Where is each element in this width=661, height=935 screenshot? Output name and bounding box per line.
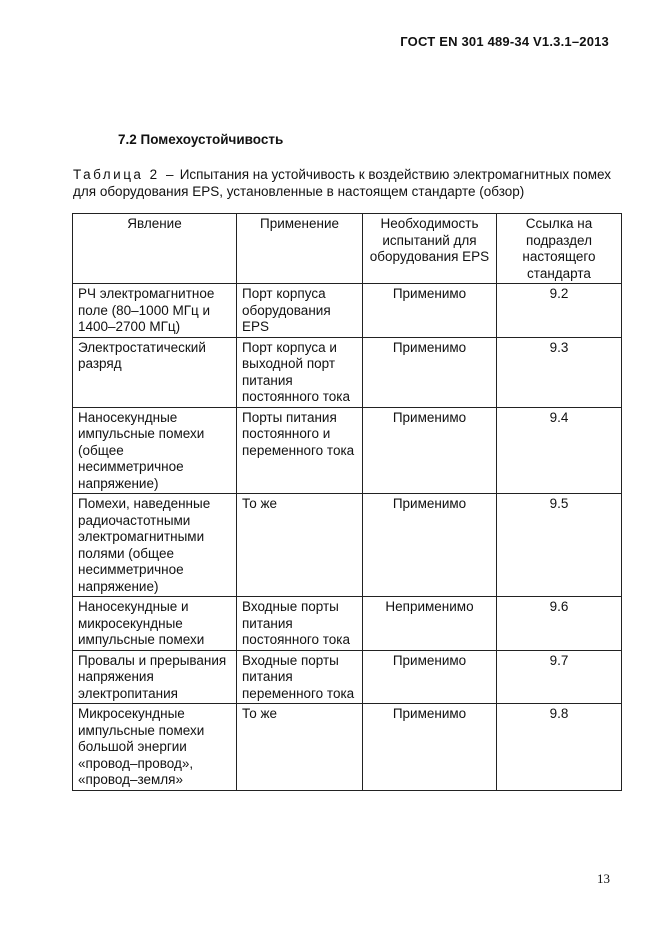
table-caption xyxy=(73,166,623,200)
section-title: 7.2 Помехоустойчивость xyxy=(118,132,284,147)
table-row xyxy=(73,494,622,597)
header-test-necessity: Необходимость испытаний для оборудования EPS xyxy=(363,214,497,284)
table-caption-text: Испытания на устойчивость к воздействию электромагнитных помех для оборудования EPS, установленные в настоящем стандарте (обзор) xyxy=(73,167,611,199)
table-row xyxy=(73,704,622,791)
cell-reference: 9.4 xyxy=(497,407,622,494)
cell-phenomenon: Электростатический разряд xyxy=(73,337,237,407)
cell-application: Порт корпуса оборудования EPS xyxy=(237,284,363,338)
cell-necessity: Неприменимо xyxy=(363,597,497,651)
cell-necessity: Применимо xyxy=(363,284,497,338)
table-row xyxy=(73,407,622,494)
cell-application: Входные порты питания постоянного тока xyxy=(237,597,363,651)
cell-application: То же xyxy=(237,704,363,791)
cell-necessity: Применимо xyxy=(363,407,497,494)
cell-necessity: Применимо xyxy=(363,494,497,597)
cell-application: Порт корпуса и выходной порт питания постоянного тока xyxy=(237,337,363,407)
cell-reference: 9.5 xyxy=(497,494,622,597)
cell-application: Порты питания постоянного и переменного тока xyxy=(237,407,363,494)
cell-reference: 9.7 xyxy=(497,650,622,704)
table-row xyxy=(73,597,622,651)
cell-phenomenon: Наносекундные и микросекундные импульсные помехи xyxy=(73,597,237,651)
cell-reference: 9.8 xyxy=(497,704,622,791)
table-header-row xyxy=(73,214,622,284)
document-header: ГОСТ EN 301 489-34 V1.3.1–2013 xyxy=(400,34,609,49)
cell-reference: 9.3 xyxy=(497,337,622,407)
table-row xyxy=(73,337,622,407)
cell-necessity: Применимо xyxy=(363,337,497,407)
cell-phenomenon: Микросекундные импульсные помехи большой энергии «провод–провод», «провод–земля» xyxy=(73,704,237,791)
header-subclause-reference: Ссылка на подраздел настоящего стандарта xyxy=(497,214,622,284)
header-application: Применение xyxy=(237,214,363,284)
cell-phenomenon: РЧ электромагнитное поле (80–1000 МГц и 1400–2700 МГц) xyxy=(73,284,237,338)
table-caption-label: Таблица 2 – xyxy=(73,167,176,182)
table-row xyxy=(73,650,622,704)
cell-application: Входные порты питания переменного тока xyxy=(237,650,363,704)
cell-phenomenon: Наносекундные импульсные помехи (общее несимметричное напряжение) xyxy=(73,407,237,494)
cell-reference: 9.6 xyxy=(497,597,622,651)
cell-reference: 9.2 xyxy=(497,284,622,338)
page-number: 13 xyxy=(597,871,610,886)
cell-necessity: Применимо xyxy=(363,704,497,791)
header-phenomenon: Явление xyxy=(73,214,237,284)
cell-phenomenon: Провалы и прерывания напряжения электропитания xyxy=(73,650,237,704)
cell-application: То же xyxy=(237,494,363,597)
cell-necessity: Применимо xyxy=(363,650,497,704)
cell-phenomenon: Помехи, наведенные радиочастотными электромагнитными полями (общее несимметричное напряжение) xyxy=(73,494,237,597)
table-row xyxy=(73,284,622,338)
emc-immunity-table xyxy=(72,213,622,791)
